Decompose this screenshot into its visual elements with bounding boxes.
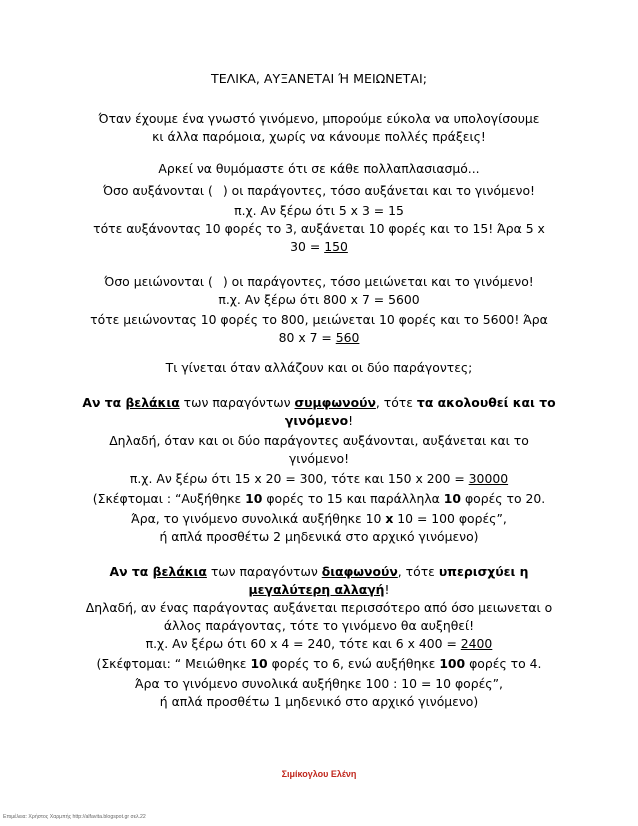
intro-line-2: κι άλλα παρόμοια, χωρίς να κάνουμε πολλές πράξεις!	[152, 129, 486, 144]
agree-l1-f: τα ακολουθεί και το	[416, 395, 556, 410]
increase-line-1: Αρκεί να θυμόμαστε ότι σε κάθε πολλαπλασιασμό...	[158, 161, 480, 176]
intro-line-1: Όταν έχουμε ένα γνωστό γινόμενο, μπορούμε εύκολα να υπολογίσουμε	[98, 111, 540, 126]
decrease-line-1-start: Όσο μειώνονται (	[104, 274, 213, 289]
increase-line-2-end: ) οι παράγοντες, τόσο αυξάνεται και το γινόμενο!	[222, 183, 536, 198]
disagree-line-1	[80, 563, 558, 581]
agree-l1-e: , τότε	[375, 395, 417, 410]
author-name: Σιμίκογλου Ελένη	[281, 769, 357, 779]
decrease-example: π.χ. Αν ξέρω ότι 800 x 7 = 5600	[218, 292, 420, 307]
decrease-line-3: τότε μειώνοντας 10 φορές το 800, μειώνεται 10 φορές και το 5600! Άρα	[90, 312, 548, 327]
agree-l1-a: Αν τα	[82, 395, 126, 410]
agree-line-8: ή απλά προσθέτω 2 μηδενικά στο αρχικό γινόμενο)	[159, 529, 479, 544]
agree-l2-excl: !	[348, 413, 354, 428]
agree-l7-a: Άρα, το γινόμενο συνολικά αυξήθηκε 10	[131, 511, 386, 526]
disagree-l2-excl: !	[384, 582, 390, 597]
increase-line-4: τότε αυξάνοντας 10 φορές το 3, αυξάνεται 10 φορές και το 15! Άρα 5 x	[93, 221, 545, 236]
question-heading: Τι γίνεται όταν αλλάζουν και οι δύο παράγοντες;	[165, 360, 473, 375]
agree-line-7	[80, 510, 558, 528]
disagree-l6-b: 10	[250, 656, 268, 671]
agree-line-2	[80, 412, 558, 430]
disagree-line-7: Άρα το γινόμενο συνολικά αυξήθηκε 100 : 10 = 10 φορές”,	[135, 676, 503, 691]
disagree-l6-d: 100	[439, 656, 466, 671]
increase-line-5	[80, 238, 558, 256]
agree-l6-e: φορές το 20.	[461, 491, 546, 506]
agree-l6-d: 10	[443, 491, 462, 506]
decrease-line-1	[80, 273, 558, 291]
agree-l1-agree: συμφωνούν	[294, 395, 376, 410]
disagree-line-8: ή απλά προσθέτω 1 μηδενικό στο αρχικό γινόμενο)	[159, 694, 479, 709]
decrease-result: 560	[335, 330, 360, 345]
disagree-example-result: 2400	[460, 636, 493, 651]
decrease-line-1-end: ) οι παράγοντες, τόσο μειώνεται και το γινόμενο!	[222, 274, 534, 289]
agree-example-result: 30000	[468, 471, 509, 486]
disagree-example-text: π.χ. Αν ξέρω ότι 60 x 4 = 240, τότε και 6 x 400 =	[145, 636, 461, 651]
agree-l6-a: (Σκέφτομαι : “Αυξήθηκε	[92, 491, 246, 506]
page-footer: Επιμέλεια: Χρήστος Χαρμπής http://alfavita.blogspot.gr σελ.22	[3, 814, 146, 820]
agree-l1-arrows: βελάκια	[125, 395, 180, 410]
disagree-line-2	[80, 581, 558, 599]
disagree-line-4: άλλος παράγοντας, τότε το γινόμενο θα αυξηθεί!	[163, 618, 475, 633]
disagree-l6-c: φορές το 6, ενώ αυξήθηκε	[267, 656, 440, 671]
disagree-l1-e: , τότε	[397, 564, 439, 579]
agree-example-text: π.χ. Αν ξέρω ότι 15 x 20 = 300, τότε και 150 x 200 =	[129, 471, 469, 486]
decrease-result-prefix: 80 x 7 =	[278, 330, 336, 345]
disagree-l1-c: των παραγόντων	[206, 564, 322, 579]
agree-line-4: γινόμενο!	[288, 451, 350, 466]
agree-line-6	[80, 490, 558, 508]
disagree-l1-disagree: διαφωνούν	[321, 564, 398, 579]
agree-l7-c: 10 = 100 φορές”,	[393, 511, 507, 526]
increase-line-2-start: Όσο αυξάνονται (	[102, 183, 213, 198]
increase-line-2	[80, 182, 558, 200]
agree-line-1	[80, 394, 558, 412]
increase-example: π.χ. Αν ξέρω ότι 5 x 3 = 15	[234, 203, 404, 218]
disagree-l6-e: φορές το 4.	[465, 656, 542, 671]
disagree-l1-f: υπερισχύει η	[438, 564, 529, 579]
agree-line-3: Δηλαδή, όταν και οι δύο παράγοντες αυξάνονται, αυξάνεται και το	[109, 433, 529, 448]
disagree-l2-bigger-change: μεγαλύτερη αλλαγή	[248, 582, 385, 597]
page-title: ΤΕΛΙΚΑ, ΑΥΞΑΝΕΤΑΙ Ή ΜΕΙΩΝΕΤΑΙ;	[211, 71, 427, 86]
disagree-line-3: Δηλαδή, αν ένας παράγοντας αυξάνεται περισσότερο από όσο μειωνεται ο	[85, 600, 553, 615]
increase-result-prefix: 30 =	[290, 239, 325, 254]
agree-example	[80, 470, 558, 488]
agree-l1-c: των παραγόντων	[179, 395, 295, 410]
increase-result: 150	[324, 239, 348, 254]
disagree-l6-a: (Σκέφτομαι: “ Μειώθηκε	[96, 656, 251, 671]
disagree-example	[80, 635, 558, 653]
disagree-line-6	[80, 655, 558, 673]
disagree-l1-arrows: βελάκια	[152, 564, 207, 579]
decrease-line-4	[80, 329, 558, 347]
agree-l6-b: 10	[245, 491, 263, 506]
agree-l7-b: x	[385, 511, 394, 526]
agree-l2-product: γινόμενο	[284, 413, 349, 428]
agree-l6-c: φορές το 15 και παράλληλα	[262, 491, 444, 506]
disagree-l1-a: Αν τα	[109, 564, 153, 579]
